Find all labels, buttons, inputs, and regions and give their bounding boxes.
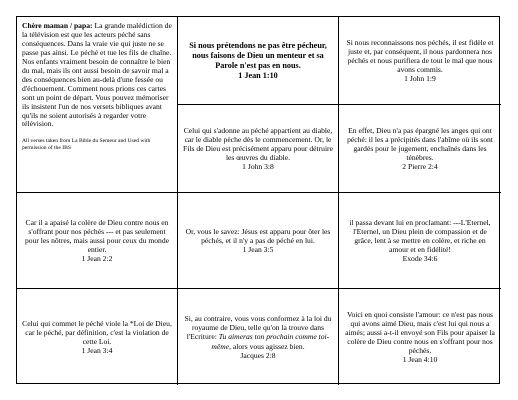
verse-card-9 [178, 289, 339, 385]
verse-card-sheet [16, 16, 500, 384]
intro-body: La grande malédiction de la télévision est que les acteurs péché sans conséquences. Dans la vraie vie qui juste ne se passe pas ainsi. Le péché et tue les fils de chaîne. Nos enfants vraiment besoin de connaître le bien du mal, mais ils ont aussi besoin de savoir mal a des conséquences bien au-delà d'une fessée ou d'échouement. Comment nous prions ces cartes sont un point de départ. Vous pouvez mémoriser ils insistent l'un de nos versets bibliques avant qu'ils ne soient autorisés à regarder votre télévision. [22, 21, 172, 129]
verse-card-7 [339, 193, 501, 289]
verse-text: Or, vous le savez: Jésus est apparu pour ôter les péchés, et il n'y a pas de péché en lui. [185, 226, 331, 245]
verse-text [183, 314, 333, 350]
verse-card-10 [339, 289, 501, 385]
verse-text: il passa devant lui en proclamant: ---L'Eternel, l'Eternel, un Dieu plein de compassion et de grâce, lent à se mettre en colère, et riche en amour et en fidélité! [349, 217, 491, 255]
verse-reference: Jacques 2:8 [240, 350, 276, 360]
verse-text: En effet, Dieu n'a pas épargné les anges qui ont péché: il les a précipités dans l'abîme où ils sont gardés pour le jugement, enchaînés dans les ténèbres. [347, 125, 493, 163]
verse-reference: 2 Pierre 2:4 [402, 162, 438, 172]
verse-reference: 1 John 1:9 [404, 74, 436, 84]
verse-reference: 1 Jean 1:10 [238, 70, 278, 80]
verse-text: Celui qui commet le péché viole la *Loi de Dieu, car le péché, par définition, c'est la violation de cette Loi. [22, 318, 172, 346]
verse-card-1 [178, 17, 339, 105]
verse-card-5 [17, 193, 178, 289]
intro-greeting: Chère maman / papa: [22, 21, 93, 30]
verse-text-tail: alors vous agissez bien. [232, 341, 305, 351]
verse-text: Si nous reconnaissons nos péchés, il est fidèle et juste et, par conséquent, il nous pardonnera nos péchés et nous purifiera de tout le mal que nous avons commis. [346, 37, 494, 75]
verse-text-quote: Tu aimeras ton prochain comme toi-même, [211, 332, 330, 351]
intro-note [17, 17, 178, 193]
verse-reference: Exode 34:6 [402, 254, 438, 264]
verse-reference: 1 Jean 3:5 [242, 245, 274, 255]
verse-card-3 [178, 105, 339, 193]
verse-text: Celui qui s'adonne au péché appartient au diable, car le diable pèche dès le commencement. Or, le Fils de Dieu est précisément apparu pour détruire les œuvres du diable. [183, 125, 333, 163]
verse-reference: 1 Jean 3:4 [81, 346, 113, 356]
verse-card-2 [339, 17, 501, 105]
verse-reference: 1 John 3:8 [242, 162, 274, 172]
verse-text: Car il a apaisé la colère de Dieu contre nous en s'offrant pour nos péchés --- et pas seulement pour les nôtres, mais aussi pour ceux du monde entier. [24, 217, 170, 255]
verse-text: Si nous prétendons ne pas être pécheur, nous faisons de Dieu un menteur et sa Parole n'est pas en nous. [189, 40, 327, 70]
verse-card-8 [17, 289, 178, 385]
verse-text: Voici en quoi consiste l'amour: ce n'est pas nous qui avons aimé Dieu, mais c'est lui qui nous a aimés; aussi a-t-il envoyé son Fils pour apaiser la colère de Dieu contre nous en s'offrant pour nos péchés. [345, 309, 495, 356]
bible-credit: All verses taken from La Bible du Semeur and Used with permission of the IBS [22, 138, 151, 152]
verse-text-lead: Si, au contraire, vous vous conformez à la loi du royaume de Dieu, telle qu'on la trouve dans l'Ecriture: [184, 314, 332, 342]
verse-reference: 1 Jean 4:10 [402, 355, 438, 365]
verse-card-4 [339, 105, 501, 193]
verse-card-6 [178, 193, 339, 289]
verse-reference: 1 Jean 2:2 [81, 254, 113, 264]
